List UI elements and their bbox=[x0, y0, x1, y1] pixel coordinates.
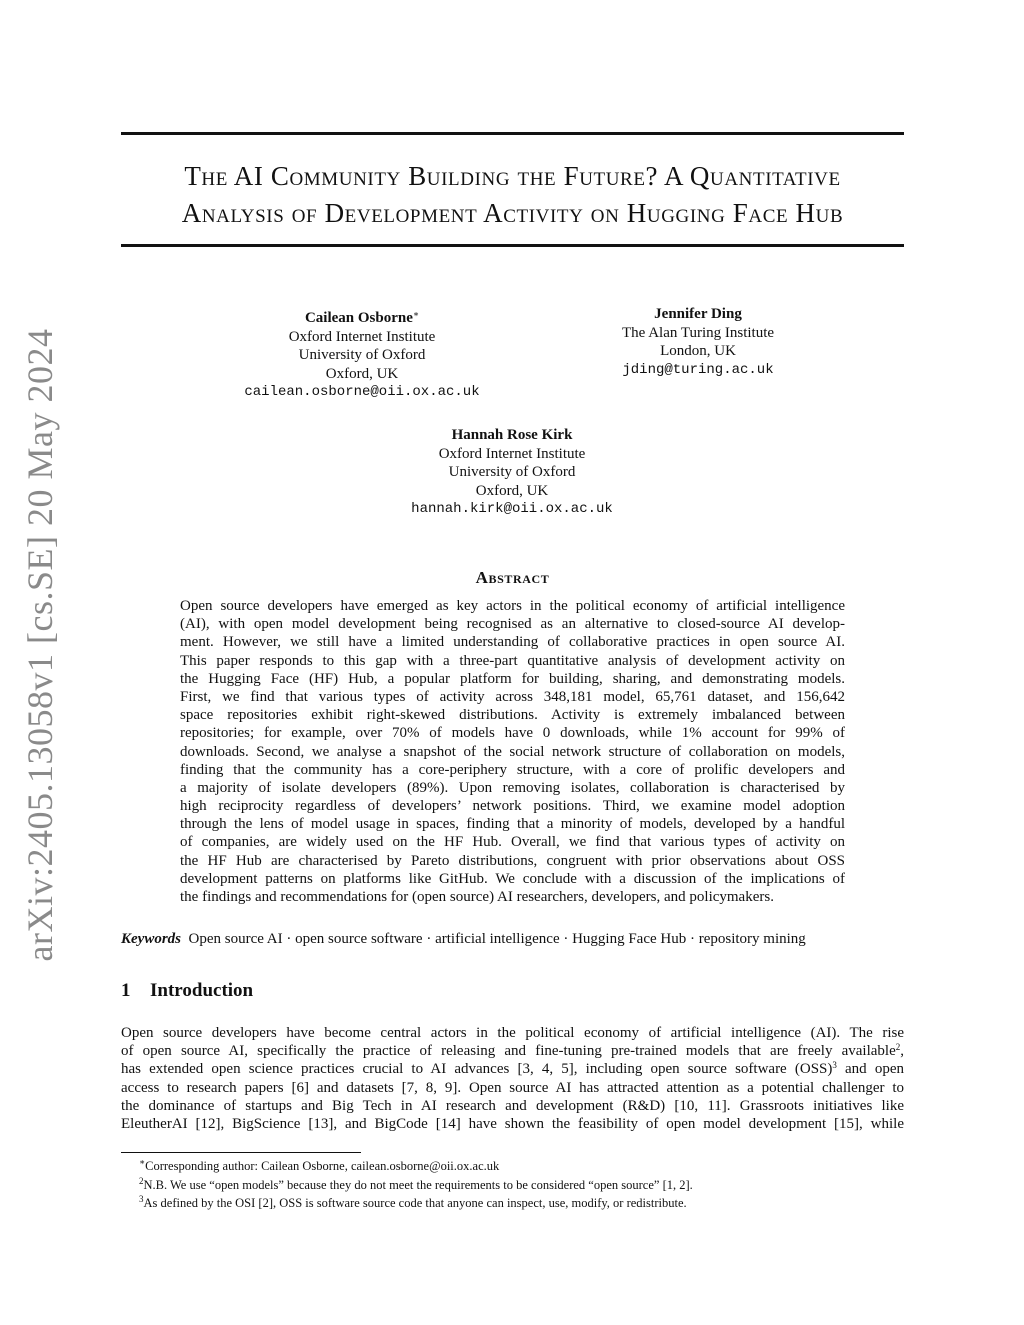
footnote-ref[interactable]: 2 bbox=[895, 1042, 901, 1053]
intro-line bbox=[121, 1024, 904, 1042]
author-email[interactable]: hannah.kirk@oii.ox.ac.uk bbox=[411, 501, 613, 517]
abstract-line: Open source developers have emerged as key actors in the political economy of artificial intelligence bbox=[180, 598, 845, 614]
footnotes bbox=[139, 1157, 693, 1213]
author-block bbox=[362, 426, 662, 519]
abstract-line: finding that the community has a core-periphery structure, with a core of prolific developers and bbox=[180, 761, 845, 778]
footnote-text: As defined by the OSI [2], OSS is software source code that anyone can inspect, use, modify, or redistribute. bbox=[143, 1196, 687, 1210]
intro-text: and open bbox=[836, 1061, 904, 1078]
title-line-2: Analysis of Development Activity on Hugging Face Hub bbox=[181, 198, 844, 228]
author-block bbox=[548, 305, 848, 379]
title-top-rule bbox=[121, 132, 904, 135]
author-location: London, UK bbox=[660, 343, 736, 359]
author-name: Cailean Osborne bbox=[304, 310, 413, 326]
abstract-heading: Abstract bbox=[475, 568, 550, 587]
author-email[interactable]: jding@turing.ac.uk bbox=[622, 361, 774, 378]
abstract-line: the Hugging Face (HF) Hub, a popular platform for building, sharing, and demonstrating models. bbox=[180, 670, 845, 687]
intro-line bbox=[121, 1115, 904, 1133]
intro-text: the dominance of startups and Big Tech in AI research and development (R&D) [10, 11]. Grassroots initiatives like bbox=[121, 1097, 904, 1114]
paper-title bbox=[121, 158, 904, 232]
abstract-line: a majority of isolate developers (89%). Upon removing isolates, collaboration is characterised by bbox=[180, 779, 845, 796]
author-block bbox=[212, 305, 512, 402]
intro-text: access to research papers [6] and datasets [7, 8, 9]. Open source AI has attracted attention as a potential challenger to bbox=[121, 1079, 904, 1096]
arxiv-identifier: arXiv:2405.13058v1 [cs.SE] 20 May 2024 bbox=[20, 328, 60, 962]
author-footnote-marker: ∗ bbox=[412, 309, 420, 319]
abstract-line: (AI), with open model development being recognised as an alternative to closed-source AI develop- bbox=[180, 616, 845, 633]
abstract-line: downloads. Second, we analyse a snapshot of the social network structure of collaboration on models, bbox=[180, 743, 845, 760]
abstract-line: space repositories exhibit right-skewed distributions. Activity is extremely imbalanced between bbox=[180, 707, 845, 724]
author-affiliation: Oxford Internet Institute bbox=[438, 445, 586, 462]
footnote-mark: 2 bbox=[139, 1175, 144, 1186]
author-location: Oxford, UK bbox=[325, 365, 399, 382]
section-number: 1 bbox=[121, 980, 131, 1001]
footnote bbox=[139, 1194, 693, 1213]
author-affiliation: Oxford Internet Institute bbox=[288, 328, 436, 345]
abstract-line: First, we find that various types of activity across 348,181 model, 65,761 dataset, and 156,642 bbox=[180, 688, 845, 705]
author-name: Hannah Rose Kirk bbox=[451, 427, 573, 443]
intro-text: of open source AI, specifically the practice of releasing and fine-tuning pre-trained models that are freely available bbox=[121, 1043, 896, 1060]
abstract-line: repositories; for example, over 70% of models have 0 downloads, while 1% account for 99% of bbox=[180, 725, 845, 742]
abstract-line: through the lens of model usage in spaces, finding that a minority of models, developed by a handful bbox=[180, 816, 845, 833]
abstract-line: high reciprocity regardless of developers’ network positions. Third, we examine model adoption bbox=[180, 798, 845, 815]
intro-text: , bbox=[900, 1043, 904, 1060]
abstract-line: the findings and recommendations for (open source) AI researchers, developers, and policymakers. bbox=[180, 889, 774, 905]
abstract-line: ment. However, we still have a limited understanding of collaborative practices in open source AI. bbox=[180, 634, 845, 651]
footnote-text: Corresponding author: Cailean Osborne, cailean.osborne@oii.ox.ac.uk bbox=[145, 1159, 500, 1173]
keywords-label: Keywords bbox=[121, 931, 181, 947]
intro-line bbox=[121, 1079, 904, 1097]
footnote-rule bbox=[121, 1152, 361, 1153]
title-bottom-rule bbox=[121, 244, 904, 247]
section-heading bbox=[121, 980, 253, 1002]
abstract-line: This paper responds to this gap with a three-part quantitative analysis of development activity on bbox=[180, 652, 845, 669]
author-location: Oxford, UK bbox=[475, 482, 549, 499]
author-affiliation: The Alan Turing Institute bbox=[621, 324, 775, 341]
intro-line bbox=[121, 1042, 904, 1060]
footnote bbox=[139, 1176, 693, 1195]
footnote-mark: ∗ bbox=[139, 1157, 146, 1167]
intro-text: EleutherAI [12], BigScience [13], and BigCode [14] have shown the feasibility of open model development [15], while bbox=[121, 1115, 904, 1132]
abstract-line: development patterns on platforms like GitHub. We conclude with a discussion of the implications of bbox=[180, 870, 845, 887]
footnote bbox=[139, 1157, 693, 1176]
title-line-1: The AI Community Building the Future? A Quantitative bbox=[184, 161, 841, 191]
author-university: University of Oxford bbox=[448, 464, 576, 480]
keywords bbox=[121, 931, 904, 948]
section-title: Introduction bbox=[150, 980, 254, 1001]
footnote-text: N.B. We use “open models” because they do not meet the requirements to be considered “open source” [1, 2]. bbox=[143, 1177, 693, 1192]
author-name: Jennifer Ding bbox=[654, 306, 742, 322]
abstract-body bbox=[180, 597, 845, 906]
keywords-text: Open source AI · open source software · artificial intelligence · Hugging Face Hub · repository mining bbox=[188, 931, 806, 947]
introduction-body bbox=[121, 1024, 904, 1133]
footnote-ref[interactable]: 3 bbox=[832, 1060, 837, 1071]
footnote-mark: 3 bbox=[139, 1194, 144, 1204]
abstract-line: of companies, are widely used on the HF Hub. Overall, we find that various types of activity on bbox=[180, 834, 845, 851]
intro-line bbox=[121, 1097, 904, 1115]
intro-text: Open source developers have become central actors in the political economy of artificial intelligence (AI). The rise bbox=[121, 1025, 904, 1041]
author-university: University of Oxford bbox=[298, 347, 426, 363]
abstract-line: the HF Hub are characterised by Pareto distributions, congruent with prior observations about OSS bbox=[180, 852, 845, 869]
intro-line bbox=[121, 1060, 904, 1078]
intro-text: has extended open science practices crucial to AI advances [3, 4, 5], including open source software (OSS) bbox=[121, 1061, 833, 1078]
author-email[interactable]: cailean.osborne@oii.ox.ac.uk bbox=[244, 384, 480, 400]
